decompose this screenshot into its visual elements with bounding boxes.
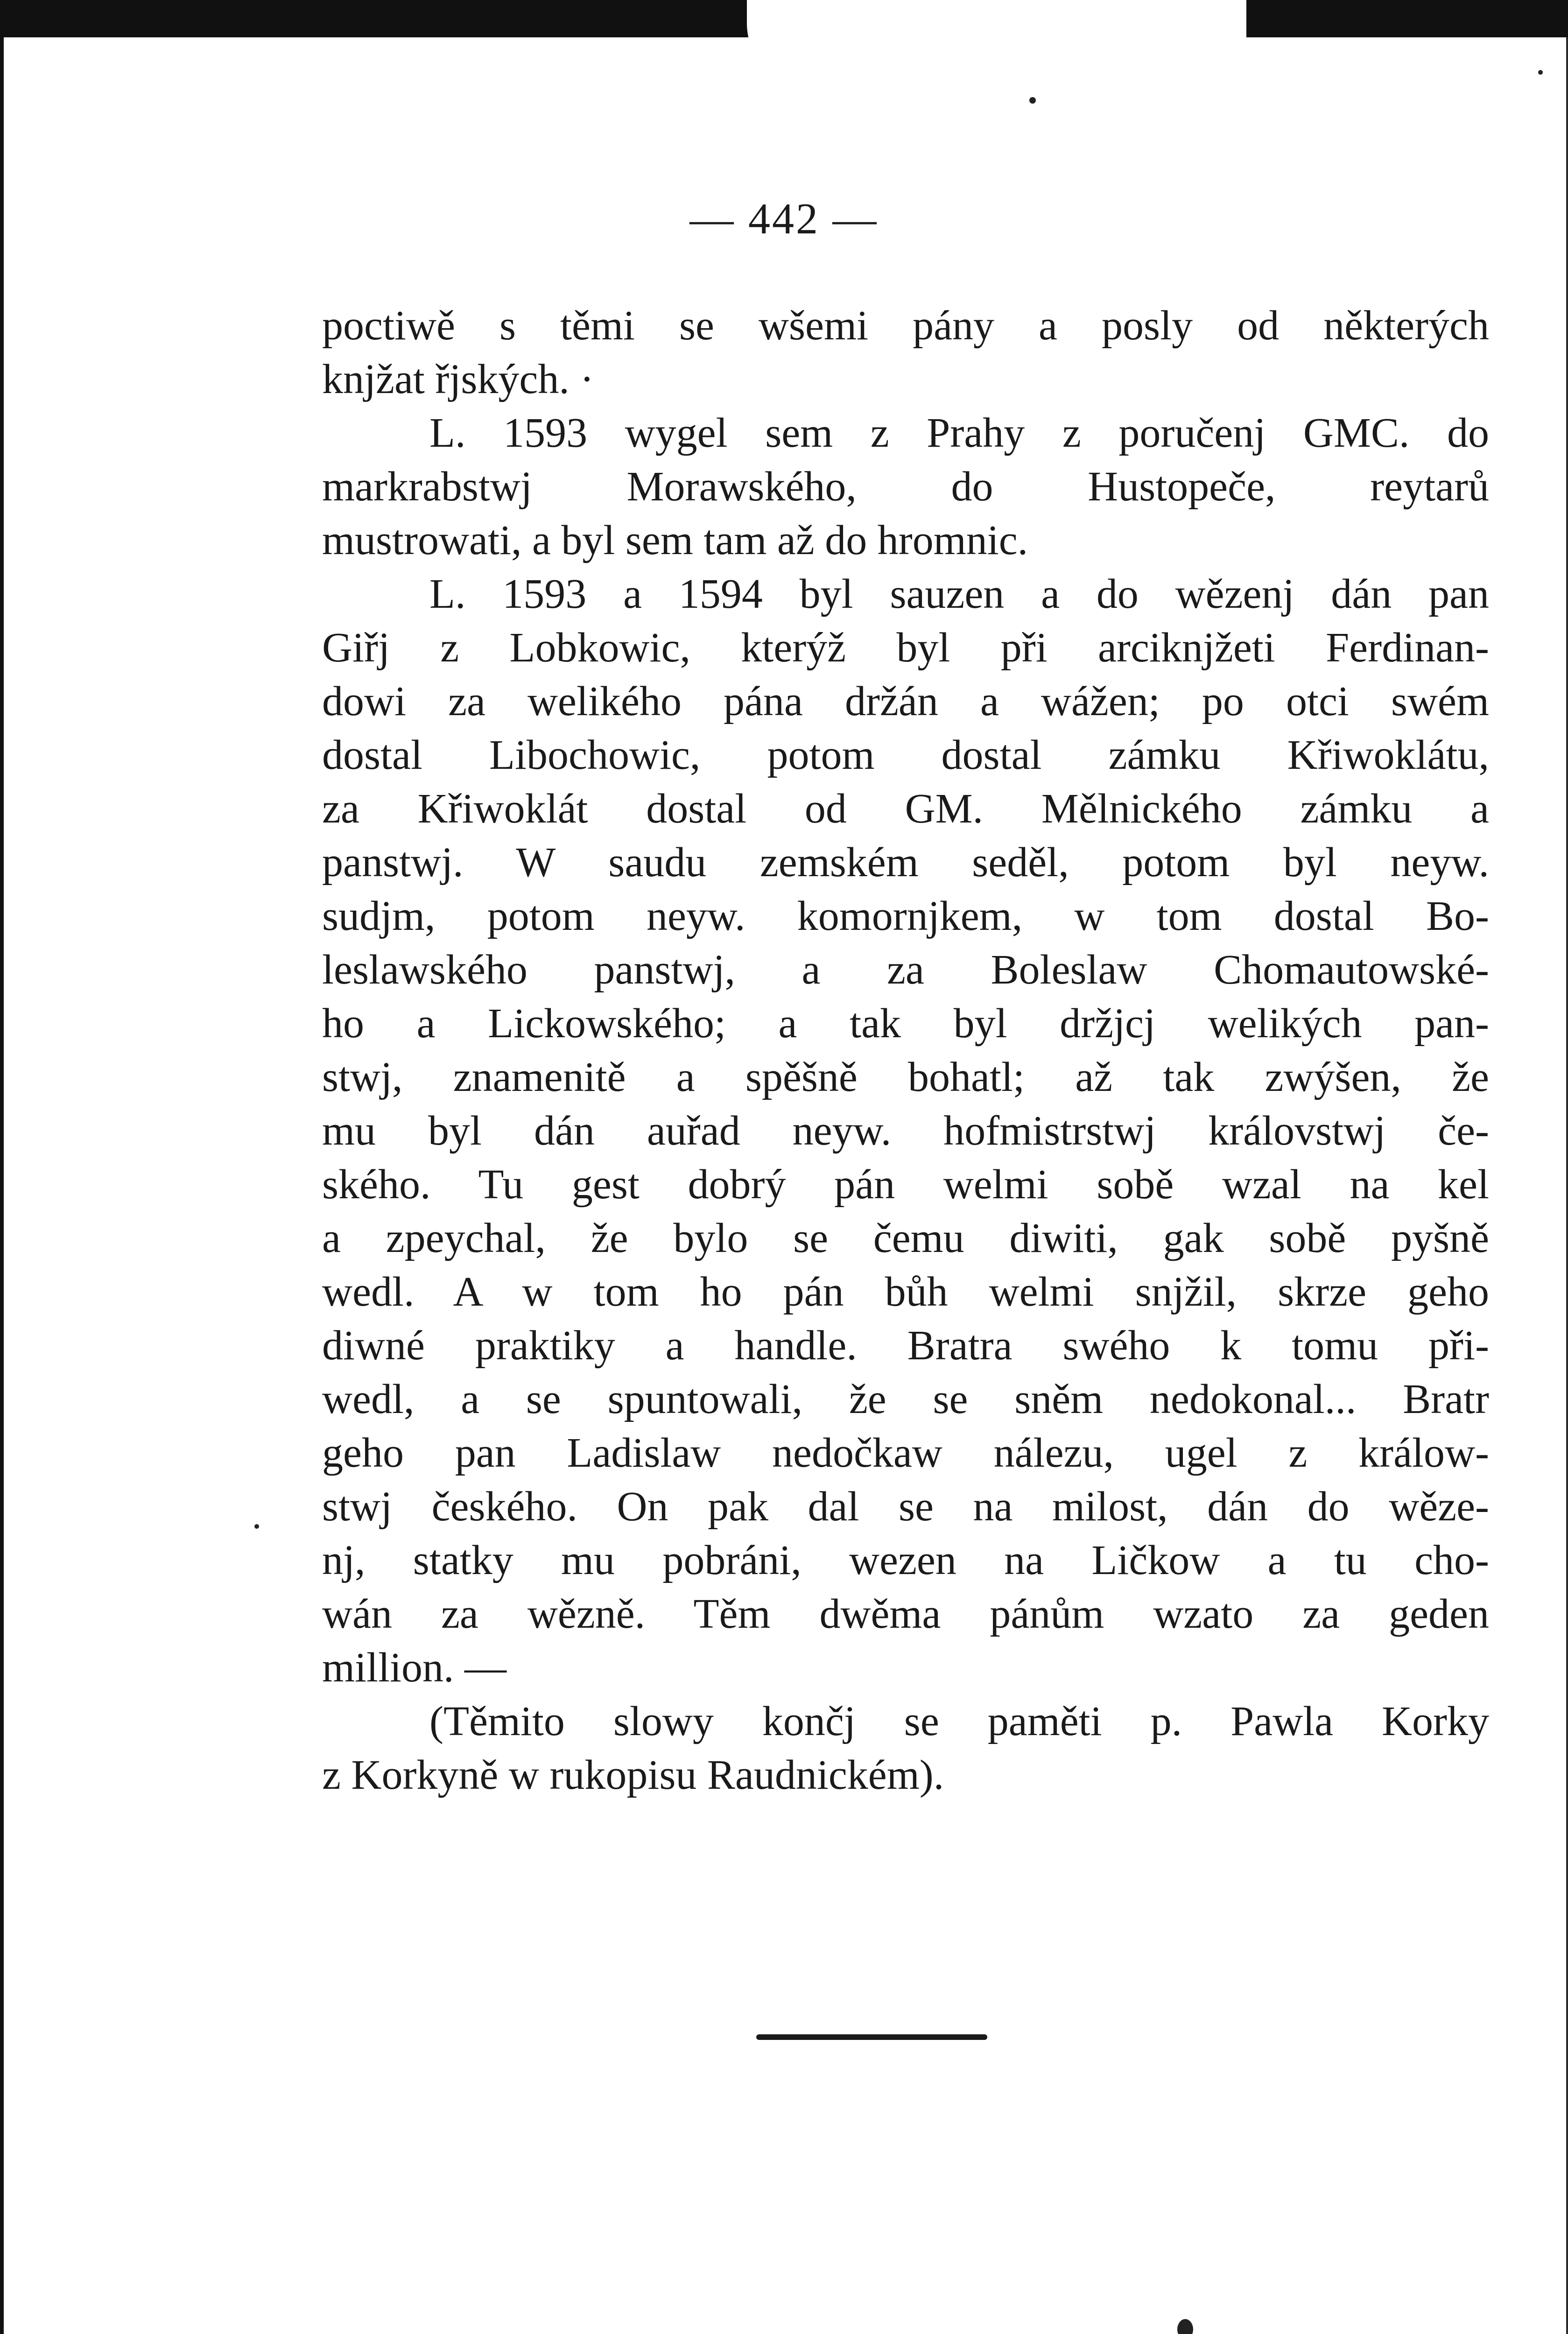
text-line: za Křiwoklát dostal od GM. Mělnického zámku a — [322, 786, 1489, 832]
ink-speck — [1029, 97, 1036, 104]
text-line: poctiwě s těmi se wšemi pány a posly od některých — [322, 302, 1489, 349]
text-line: L. 1593 wygel sem z Prahy z poručenj GMC. do — [429, 410, 1489, 456]
text-line: geho pan Ladislaw nedočkaw nálezu, ugel z králow- — [322, 1430, 1489, 1476]
text-line: leslawského panstwj, a za Boleslaw Chomautowské- — [322, 947, 1489, 993]
text-line: million. — — [322, 1645, 507, 1691]
end-rule — [756, 2034, 987, 2040]
text-line: knjžat řjských. · — [322, 356, 594, 402]
text-line: markrabstwj Morawského, do Hustopeče, reytarů — [322, 464, 1489, 510]
text-line: panstwj. W saudu zemském seděl, potom byl neyw. — [322, 839, 1489, 886]
text-line: dowi za welikého pána držán a wážen; po otci swém — [322, 678, 1489, 724]
text-line: Giřj z Lobkowic, kterýž byl při arciknjžeti Ferdinan- — [322, 625, 1489, 671]
text-line: a zpeychal, že bylo se čemu diwiti, gak sobě pyšně — [322, 1215, 1489, 1261]
text-line: (Těmito slowy končj se paměti p. Pawla Korky — [429, 1698, 1489, 1744]
text-line: stwj, znamenitě a spěšně bohatl; až tak zwýšen, že — [322, 1054, 1489, 1100]
text-line: z Korkyně w rukopisu Raudnickém). — [322, 1752, 944, 1798]
ink-speck — [1538, 70, 1543, 75]
text-line: sudjm, potom neyw. komornjkem, w tom dostal Bo- — [322, 893, 1489, 939]
text-line: mu byl dán auřad neyw. hofmistrstwj královstwj če- — [322, 1108, 1489, 1154]
text-line: wedl, a se spuntowali, že se sněm nedokonal... Bratr — [322, 1376, 1489, 1422]
text-line: stwj českého. On pak dal se na milost, dán do wěze- — [322, 1483, 1489, 1530]
text-line: wán za wězně. Těm dwěma pánům wzato za geden — [322, 1591, 1489, 1637]
body-text — [322, 299, 1489, 1802]
scan-top-tab — [747, 0, 1246, 89]
text-line: L. 1593 a 1594 byl sauzen a do wězenj dán pan — [429, 571, 1489, 617]
page-number: — 442 — — [689, 195, 879, 243]
text-line: ho a Lickowského; a tak byl držjcj welikých pan- — [322, 1000, 1489, 1047]
ink-speck — [254, 1524, 259, 1529]
text-line: diwné praktiky a handle. Bratra swého k tomu při- — [322, 1322, 1489, 1369]
text-line: nj, statky mu pobráni, wezen na Ličkow a tu cho- — [322, 1537, 1489, 1583]
text-line: wedl. A w tom ho pán bůh welmi snjžil, skrze geho — [322, 1269, 1489, 1315]
text-line: ského. Tu gest dobrý pán welmi sobě wzal na kel — [322, 1161, 1489, 1208]
text-line: dostal Libochowic, potom dostal zámku Křiwoklátu, — [322, 732, 1489, 778]
text-line: mustrowati, a byl sem tam až do hromnic. — [322, 517, 1028, 563]
